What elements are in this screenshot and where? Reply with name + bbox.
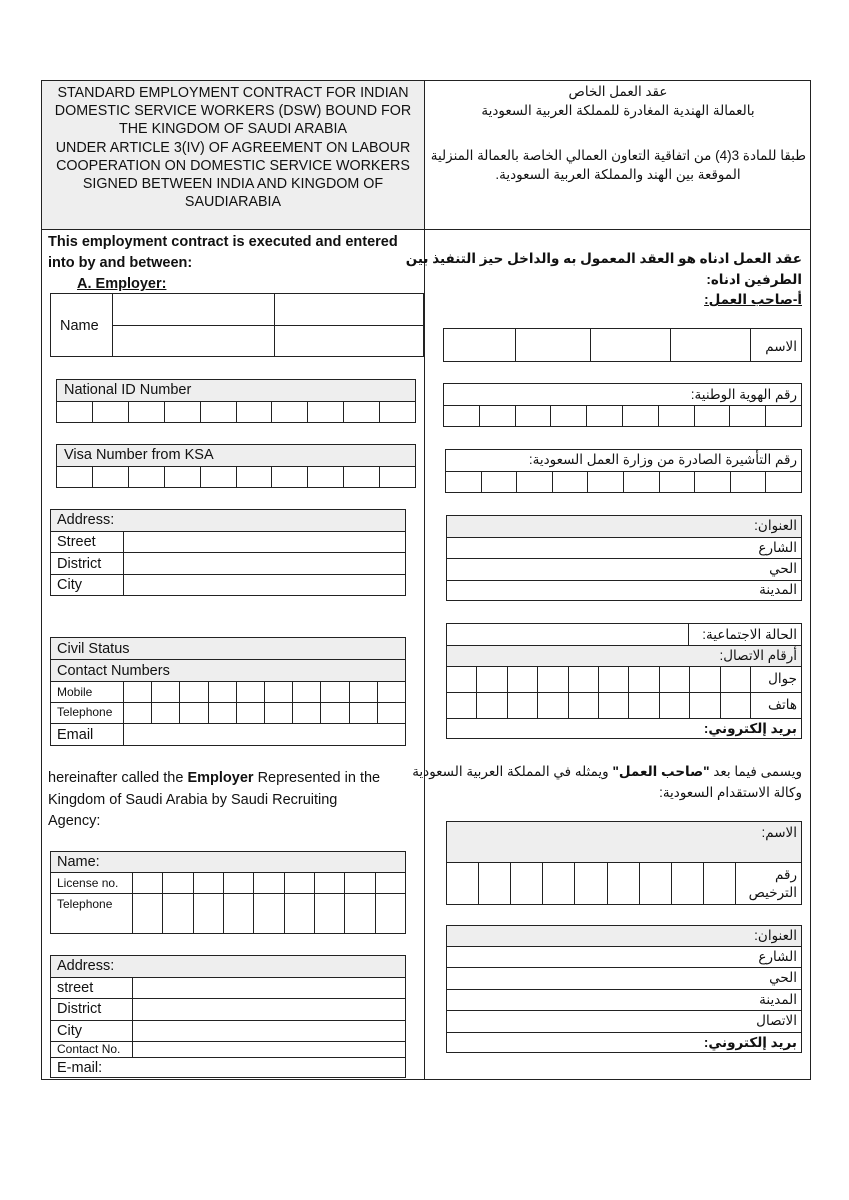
district-label: District: [57, 556, 102, 572]
input-box-cell[interactable]: [730, 472, 766, 492]
input-box-cell[interactable]: [574, 863, 606, 904]
telephone-label-arabic: هاتف: [768, 697, 797, 712]
input-box-cell[interactable]: [284, 894, 314, 933]
input-box-cell[interactable]: [236, 402, 272, 422]
input-box-cell[interactable]: [703, 863, 735, 904]
contract-title-arabic: [430, 82, 806, 120]
agency-intro-text-arabic: ويمثله في المملكة العربية السعودية: [412, 764, 613, 779]
license-number-boxes[interactable]: [133, 873, 405, 893]
cell-divider: [750, 666, 751, 718]
agency-contact-label: Contact No.: [57, 1042, 121, 1056]
input-box-cell[interactable]: [598, 667, 628, 692]
input-box-cell[interactable]: [133, 873, 162, 893]
input-box-cell[interactable]: [476, 667, 506, 692]
input-box-cell[interactable]: [598, 693, 628, 718]
input-box-cell[interactable]: [658, 406, 694, 426]
agency-district-label-arabic: الحي: [769, 970, 797, 985]
input-box-cell[interactable]: [200, 467, 236, 487]
agency-intro-text: hereinafter called the: [48, 770, 188, 786]
cell-divider: [670, 328, 671, 362]
intro-english-line: into by and between:: [48, 255, 193, 271]
cell-divider: [446, 718, 802, 719]
agency-city-label: City: [57, 1023, 82, 1039]
input-box-cell[interactable]: [151, 703, 179, 723]
cell-divider: [446, 967, 802, 968]
national-id-label: National ID Number: [64, 382, 192, 398]
input-box-cell[interactable]: [314, 873, 344, 893]
input-box-cell[interactable]: [639, 863, 671, 904]
input-box-cell[interactable]: [628, 693, 658, 718]
agency-intro-text: Represented in the: [253, 770, 381, 786]
employer-name-field[interactable]: [113, 294, 274, 325]
cell-divider: [515, 328, 516, 362]
agency-telephone-boxes[interactable]: [133, 894, 405, 933]
input-box-cell[interactable]: [689, 667, 719, 692]
mobile-boxes-arabic[interactable]: [447, 667, 750, 692]
agency-telephone-label: Telephone: [57, 897, 113, 911]
input-box-cell[interactable]: [516, 472, 552, 492]
input-box-cell[interactable]: [447, 667, 476, 692]
visa-number-label-arabic: رقم التأشيرة الصادرة من وزارة العمل السعودية:: [528, 452, 797, 467]
input-box-cell[interactable]: [179, 703, 207, 723]
city-field[interactable]: [124, 575, 405, 595]
input-box-cell[interactable]: [481, 472, 517, 492]
input-box-cell[interactable]: [729, 406, 765, 426]
input-box-cell[interactable]: [447, 693, 476, 718]
email-field[interactable]: [124, 724, 405, 745]
header-bottom-rule: [41, 229, 811, 230]
district-field[interactable]: [124, 553, 405, 574]
input-box-cell[interactable]: [377, 703, 405, 723]
agency-intro-line: [48, 771, 380, 786]
arabic-article-line: الموقعة بين الهند والمملكة العربية السعودية.: [495, 167, 741, 182]
input-box-cell[interactable]: [478, 863, 510, 904]
input-box-cell[interactable]: [292, 682, 320, 702]
input-box-cell[interactable]: [587, 472, 623, 492]
license-number-label-arabic: رقم: [775, 867, 797, 882]
agency-name-label: Name:: [57, 854, 100, 870]
input-box-cell[interactable]: [444, 406, 479, 426]
input-box-cell[interactable]: [271, 402, 307, 422]
input-box-cell[interactable]: [193, 873, 223, 893]
input-box-cell[interactable]: [659, 472, 695, 492]
input-box-cell[interactable]: [343, 467, 379, 487]
table-header-shade: [447, 926, 801, 946]
employer-heading: A. Employer:: [77, 276, 167, 292]
national-id-label-arabic: رقم الهوية الوطنية:: [690, 387, 797, 402]
agency-city-label-arabic: المدينة: [759, 992, 797, 1007]
agency-intro-line-arabic: وكالة الاستقدام السعودية:: [659, 785, 802, 800]
input-box-cell[interactable]: [720, 693, 750, 718]
input-box-cell[interactable]: [92, 467, 128, 487]
employer-name-label-arabic: الاسم: [765, 339, 797, 354]
agency-contact-label-arabic: الاتصال: [756, 1013, 797, 1028]
input-box-cell[interactable]: [607, 863, 639, 904]
cell-divider: [50, 659, 406, 660]
input-box-cell[interactable]: [164, 467, 200, 487]
input-box-cell[interactable]: [200, 402, 236, 422]
city-label-arabic: المدينة: [759, 582, 797, 597]
arabic-article-line: طبقا للمادة 3(4) من اتفاقية التعاون العمالي الخاصة بالعمالة المنزلية: [430, 148, 806, 163]
title-line: COOPERATION ON DOMESTIC SERVICE WORKERS: [56, 157, 410, 174]
civil-status-label-arabic: الحالة الاجتماعية:: [702, 627, 797, 642]
input-box-cell[interactable]: [179, 682, 207, 702]
input-box-cell[interactable]: [446, 472, 481, 492]
telephone-boxes[interactable]: [124, 703, 405, 723]
input-box-cell[interactable]: [447, 863, 478, 904]
contract-article-arabic: [430, 146, 806, 184]
input-box-cell[interactable]: [510, 863, 542, 904]
input-box-cell[interactable]: [128, 402, 164, 422]
cell-divider: [590, 328, 591, 362]
street-label: Street: [57, 534, 96, 550]
input-box-cell[interactable]: [552, 472, 588, 492]
title-line: SAUDIARABIA: [184, 194, 282, 211]
input-box-cell[interactable]: [57, 467, 92, 487]
cell-divider: [446, 946, 802, 947]
email-label: Email: [57, 727, 94, 743]
visa-number-boxes[interactable]: [57, 467, 415, 487]
arabic-title: عقد العمل الخاص: [568, 84, 668, 99]
national-id-boxes[interactable]: [57, 402, 415, 422]
input-box-cell[interactable]: [57, 402, 92, 422]
street-field[interactable]: [124, 532, 405, 552]
input-box-cell[interactable]: [537, 667, 567, 692]
input-box-cell[interactable]: [208, 703, 236, 723]
cell-divider: [446, 558, 802, 559]
input-box-cell[interactable]: [307, 467, 343, 487]
agency-email-field[interactable]: [51, 1058, 405, 1077]
cell-divider: [735, 862, 736, 905]
input-box-cell[interactable]: [765, 406, 801, 426]
address-label-arabic: العنوان:: [754, 518, 797, 533]
employer-name-table-arabic: [443, 328, 802, 362]
cell-divider: [688, 623, 689, 645]
agency-street-field[interactable]: [133, 978, 405, 998]
civil-status-label: Civil Status: [57, 641, 130, 657]
input-box-cell[interactable]: [720, 667, 750, 692]
input-box-cell[interactable]: [208, 682, 236, 702]
license-number-boxes-arabic[interactable]: [447, 863, 735, 904]
agency-email-label-arabic: بريد إلكتروني:: [703, 1035, 797, 1050]
input-box-cell[interactable]: [164, 402, 200, 422]
cell-divider: [446, 1032, 802, 1033]
agency-city-field[interactable]: [133, 1021, 405, 1041]
input-box-cell[interactable]: [689, 693, 719, 718]
mobile-boxes[interactable]: [124, 682, 405, 702]
input-box-cell[interactable]: [264, 682, 292, 702]
input-box-cell[interactable]: [659, 693, 689, 718]
input-box-cell[interactable]: [377, 682, 405, 702]
input-box-cell[interactable]: [542, 863, 574, 904]
agency-district-field[interactable]: [133, 999, 405, 1020]
mobile-label-arabic: جوال: [768, 671, 797, 686]
title-line: SIGNED BETWEEN INDIA AND KINGDOM OF: [82, 176, 384, 193]
employer-name-field[interactable]: [275, 326, 423, 356]
input-box-cell[interactable]: [628, 667, 658, 692]
input-box-cell[interactable]: [694, 472, 730, 492]
title-line: UNDER ARTICLE 3(IV) OF AGREEMENT ON LABOUR: [55, 139, 411, 156]
input-box-cell[interactable]: [568, 667, 598, 692]
employer-term: Employer: [187, 770, 254, 786]
input-box-cell[interactable]: [507, 693, 537, 718]
cell-divider: [446, 1010, 802, 1011]
employer-term-arabic: "صاحب العمل": [612, 764, 710, 779]
license-number-label-arabic: الترخيص: [748, 885, 797, 900]
employer-heading-arabic: أ-صاحب العمل:: [704, 292, 802, 307]
input-box-cell[interactable]: [236, 703, 264, 723]
input-box-cell[interactable]: [344, 873, 374, 893]
input-box-cell[interactable]: [223, 873, 253, 893]
input-box-cell[interactable]: [349, 703, 377, 723]
license-number-label: License no.: [57, 876, 119, 890]
table-header-shade: [447, 516, 801, 537]
input-box-cell[interactable]: [124, 703, 151, 723]
cell-divider: [446, 989, 802, 990]
input-box-cell[interactable]: [236, 467, 272, 487]
input-box-cell[interactable]: [375, 873, 405, 893]
agency-name-label-arabic: الاسم:: [761, 825, 797, 840]
input-box-cell[interactable]: [307, 402, 343, 422]
input-box-cell[interactable]: [507, 667, 537, 692]
agency-email-label: E-mail:: [57, 1060, 103, 1076]
input-box-cell[interactable]: [476, 693, 506, 718]
employer-name-label: Name: [60, 318, 99, 334]
contract-title-english: [44, 84, 422, 211]
input-box-cell[interactable]: [694, 406, 730, 426]
cell-divider: [446, 645, 802, 646]
input-box-cell[interactable]: [671, 863, 703, 904]
agency-address-label-arabic: العنوان:: [754, 928, 797, 943]
input-box-cell[interactable]: [92, 402, 128, 422]
intro-arabic-line: الطرفين ادناه:: [706, 272, 802, 287]
input-box-cell[interactable]: [151, 682, 179, 702]
agency-intro-line-arabic: [412, 765, 802, 779]
input-box-cell[interactable]: [765, 472, 801, 492]
intro-english-line: This employment contract is executed and entered: [48, 234, 398, 250]
input-box-cell[interactable]: [515, 406, 551, 426]
input-box-cell[interactable]: [253, 873, 283, 893]
input-box-cell[interactable]: [162, 873, 192, 893]
input-box-cell[interactable]: [128, 467, 164, 487]
input-box-cell[interactable]: [264, 703, 292, 723]
input-box-cell[interactable]: [292, 703, 320, 723]
agency-street-label: street: [57, 980, 94, 996]
title-line: DOMESTIC SERVICE WORKERS (DSW) BOUND FOR: [54, 103, 412, 120]
agency-district-label: District: [57, 1001, 102, 1017]
employer-name-field[interactable]: [275, 294, 423, 325]
agency-street-label-arabic: الشارع: [758, 949, 797, 964]
address-label: Address:: [57, 512, 115, 528]
contact-numbers-label: Contact Numbers: [57, 663, 170, 679]
mobile-label: Mobile: [57, 685, 93, 699]
agency-address-label: Address:: [57, 958, 115, 974]
input-box-cell[interactable]: [162, 894, 192, 933]
agency-intro-text-arabic: ويسمى فيما بعد: [709, 764, 802, 779]
national-id-boxes-arabic[interactable]: [444, 406, 801, 426]
input-box-cell[interactable]: [375, 894, 405, 933]
input-box-cell[interactable]: [537, 693, 567, 718]
employer-name-field[interactable]: [113, 326, 274, 356]
input-box-cell[interactable]: [314, 894, 344, 933]
input-box-cell[interactable]: [586, 406, 622, 426]
city-label: City: [57, 577, 82, 593]
agency-contact-field[interactable]: [133, 1042, 405, 1057]
input-box-cell[interactable]: [479, 406, 515, 426]
input-box-cell[interactable]: [550, 406, 586, 426]
contact-numbers-label-arabic: أرقام الاتصال:: [719, 648, 797, 663]
input-box-cell[interactable]: [284, 873, 314, 893]
input-box-cell[interactable]: [568, 693, 598, 718]
title-line: STANDARD EMPLOYMENT CONTRACT FOR INDIAN: [57, 85, 409, 101]
input-box-cell[interactable]: [622, 406, 658, 426]
arabic-subtitle: بالعمالة الهندية المغادرة للمملكة العربية السعودية: [481, 103, 755, 118]
input-box-cell[interactable]: [124, 682, 151, 702]
title-line: THE KINGDOM OF SAUDI ARABIA: [119, 121, 347, 138]
table-header-shade: [51, 852, 405, 872]
table-header-shade: [447, 822, 801, 862]
input-box-cell[interactable]: [236, 682, 264, 702]
input-box-cell[interactable]: [349, 682, 377, 702]
visa-number-boxes-arabic[interactable]: [446, 472, 801, 492]
telephone-boxes-arabic[interactable]: [447, 693, 750, 718]
agency-intro-line: Kingdom of Saudi Arabia by Saudi Recruiting: [48, 792, 338, 808]
cell-divider: [446, 580, 802, 581]
input-box-cell[interactable]: [223, 894, 253, 933]
visa-number-label: Visa Number from KSA: [64, 447, 214, 463]
telephone-label: Telephone: [57, 705, 113, 719]
column-divider: [424, 80, 425, 1080]
input-box-cell[interactable]: [623, 472, 659, 492]
input-box-cell[interactable]: [320, 682, 348, 702]
input-box-cell[interactable]: [659, 667, 689, 692]
street-label-arabic: الشارع: [758, 540, 797, 555]
cell-divider: [750, 328, 751, 362]
input-box-cell[interactable]: [343, 402, 379, 422]
input-box-cell[interactable]: [271, 467, 307, 487]
input-box-cell[interactable]: [193, 894, 223, 933]
input-box-cell[interactable]: [379, 402, 415, 422]
input-box-cell[interactable]: [320, 703, 348, 723]
email-label-arabic: بريد إلكتروني:: [703, 721, 797, 736]
agency-intro-line: Agency:: [48, 813, 101, 829]
intro-arabic-line: عقد العمل ادناه هو العقد المعمول به والداخل حيز التنفيذ بين: [405, 251, 802, 266]
input-box-cell[interactable]: [253, 894, 283, 933]
input-box-cell[interactable]: [133, 894, 162, 933]
input-box-cell[interactable]: [379, 467, 415, 487]
input-box-cell[interactable]: [344, 894, 374, 933]
cell-divider: [446, 537, 802, 538]
district-label-arabic: الحي: [769, 561, 797, 576]
